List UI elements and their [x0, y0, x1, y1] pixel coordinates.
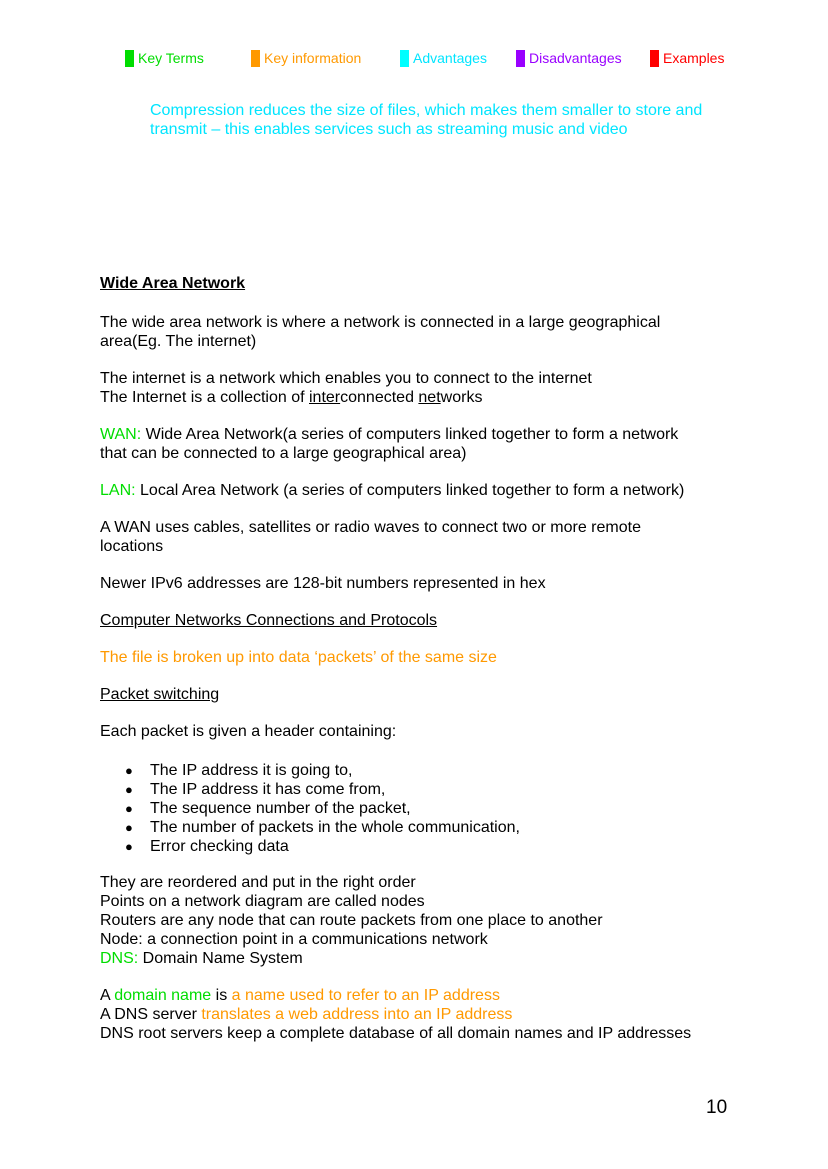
text-run: The Internet is a collection of [100, 389, 309, 406]
bullet-icon: ● [125, 801, 133, 816]
text-line: locations [100, 538, 164, 555]
text-run: A [100, 987, 115, 1004]
underlined-inter: inter [309, 389, 341, 406]
key-information: translates a web address into an IP address [201, 1006, 513, 1023]
definition: Local Area Network (a series of computers linked together to form a network) [135, 482, 685, 499]
text-line: area(Eg. The internet) [100, 333, 257, 350]
bullet-icon: ● [125, 782, 133, 797]
legend-key-information [251, 49, 361, 68]
text-line: Node: a connection point in a communications network [100, 931, 488, 948]
compression-advantage [150, 101, 760, 139]
disadvantages-swatch [516, 50, 525, 67]
examples-swatch [650, 50, 659, 67]
wan-heading: Wide Area Network [100, 275, 246, 292]
text-line: Points on a network diagram are called nodes [100, 893, 425, 910]
legend-label: Advantages [413, 50, 487, 66]
key-term: domain name [114, 987, 212, 1004]
text-line: DNS root servers keep a complete database of all domain names and IP addresses [100, 1025, 692, 1042]
text-line: that can be connected to a large geographical area) [100, 445, 467, 462]
definition: Domain Name System [138, 950, 303, 967]
color-legend [0, 49, 828, 69]
header-contents-list [125, 761, 760, 856]
ipv6-note: Newer IPv6 addresses are 128-bit numbers represented in hex [100, 575, 546, 592]
key-information: a name used to refer to an IP address [231, 987, 500, 1004]
wan-description [100, 313, 760, 351]
text-line: Routers are any node that can route packets from one place to another [100, 912, 603, 929]
bullet-icon: ● [125, 820, 133, 835]
list-item-text: The IP address it is going to, [150, 762, 353, 779]
header-intro: Each packet is given a header containing: [100, 723, 397, 740]
list-item [125, 837, 760, 856]
list-item [125, 818, 760, 837]
text-line: They are reordered and put in the right order [100, 874, 416, 891]
text-run: connected [340, 389, 419, 406]
legend-label: Key Terms [138, 50, 204, 66]
text-run: A DNS server [100, 1006, 202, 1023]
internet-description [100, 369, 760, 407]
legend-disadvantages [516, 49, 622, 68]
compression-line: Compression reduces the size of files, which makes them smaller to store and [150, 102, 703, 119]
list-item-text: The number of packets in the whole communication, [150, 819, 520, 836]
dns-notes [100, 986, 760, 1043]
bullet-icon: ● [125, 839, 133, 854]
text-line: The internet is a network which enables you to connect to the internet [100, 370, 592, 387]
connections-heading: Computer Networks Connections and Protocols [100, 612, 438, 629]
key-term: WAN: [100, 426, 142, 443]
packet-switching-heading: Packet switching [100, 686, 220, 703]
legend-key-terms [125, 49, 204, 68]
internet-etymology [100, 388, 760, 407]
text-line: A WAN uses cables, satellites or radio waves to connect two or more remote [100, 519, 641, 536]
legend-label: Key information [264, 50, 362, 66]
list-item [125, 761, 760, 780]
underlined-net: net [418, 389, 441, 406]
document-body [100, 274, 760, 1061]
dns-definition [100, 949, 760, 968]
packets-info: The file is broken up into data ‘packets’ of the same size [100, 649, 497, 666]
compression-line: transmit – this enables services such as streaming music and video [150, 121, 628, 138]
network-notes [100, 873, 760, 968]
list-item-text: Error checking data [150, 838, 289, 855]
legend-label: Examples [663, 50, 725, 66]
list-item [125, 780, 760, 799]
legend-advantages [400, 49, 487, 68]
list-item-text: The sequence number of the packet, [150, 800, 411, 817]
text-line: The wide area network is where a network is connected in a large geographical [100, 314, 661, 331]
key-term: LAN: [100, 482, 136, 499]
text-run: is [211, 987, 232, 1004]
legend-label: Disadvantages [529, 50, 622, 66]
domain-name-line [100, 986, 760, 1005]
list-item [125, 799, 760, 818]
list-item-text: The IP address it has come from, [150, 781, 386, 798]
text-line [100, 481, 760, 500]
definition: Wide Area Network(a series of computers linked together to form a network [141, 426, 679, 443]
page-number: 10 [706, 1097, 728, 1118]
key-term: DNS: [100, 950, 139, 967]
lan-definition [100, 481, 760, 500]
dns-server-line [100, 1005, 760, 1024]
key-information-swatch [251, 50, 260, 67]
wan-uses [100, 518, 760, 556]
legend-examples [650, 49, 724, 68]
key-terms-swatch [125, 50, 134, 67]
wan-definition [100, 425, 760, 463]
bullet-icon: ● [125, 763, 133, 778]
text-run: works [440, 389, 483, 406]
text-line [100, 425, 760, 444]
advantages-swatch [400, 50, 409, 67]
